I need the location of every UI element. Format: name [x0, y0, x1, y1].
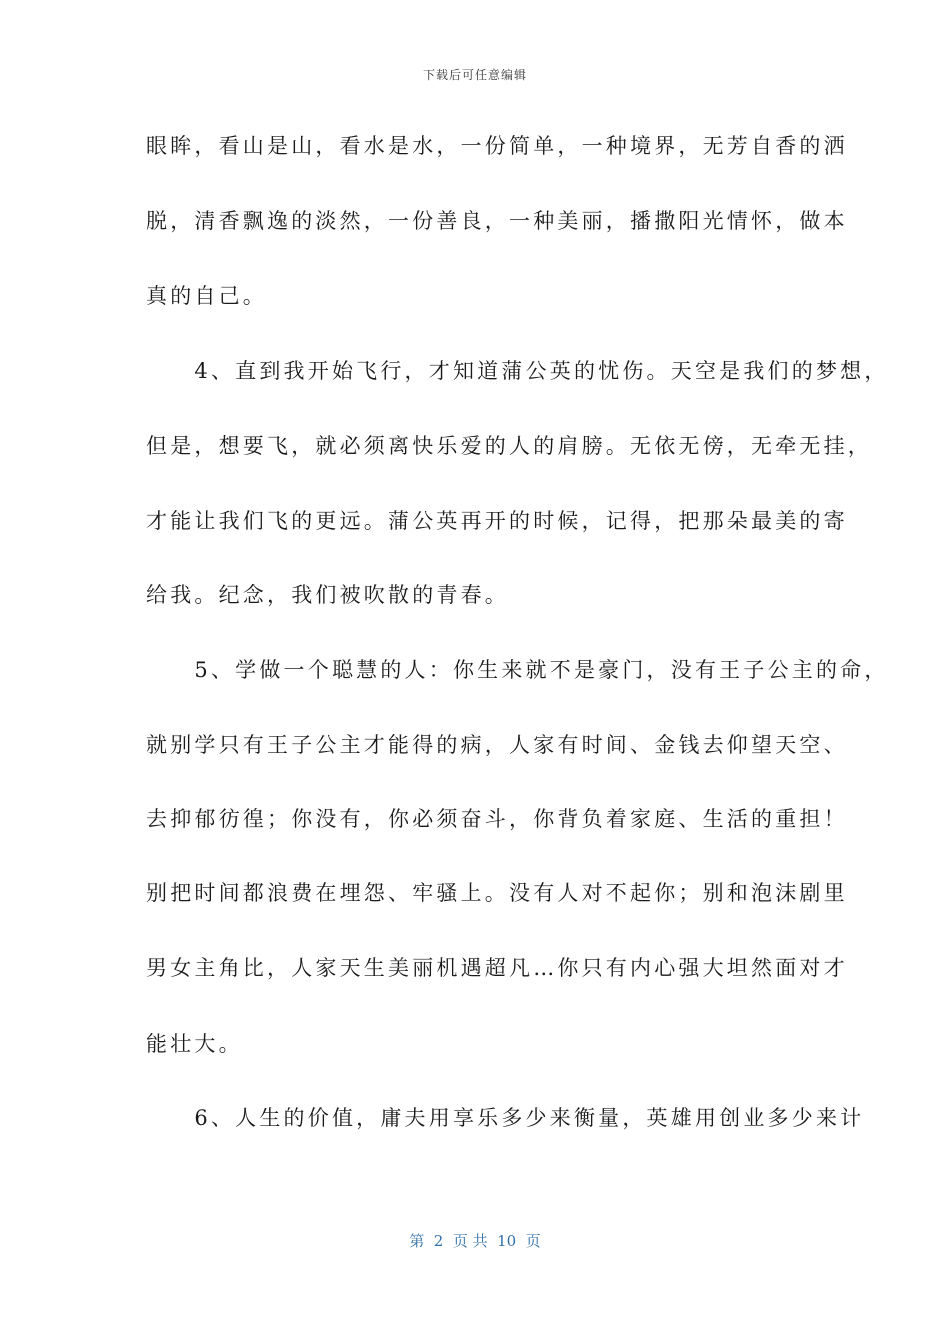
page-header: 下载后可任意编辑: [422, 68, 527, 82]
text-line: 男女主角比，人家天生美丽机遇超凡…你只有内心强大坦然面对才: [146, 956, 848, 980]
text-line: 才能让我们飞的更远。蒲公英再开的时候，记得，把那朵最美的寄: [146, 509, 848, 533]
text-line: 去抑郁彷徨；你没有，你必须奋斗，你背负着家庭、生活的重担！: [146, 807, 848, 831]
text-line: 6、人生的价值，庸夫用享乐多少来衡量，英雄用创业多少来计: [146, 1106, 865, 1130]
text-line: 4、直到我开始飞行，才知道蒲公英的忧伤。天空是我们的梦想，: [146, 359, 889, 383]
text-line: 别把时间都浪费在埋怨、牢骚上。没有人对不起你；别和泡沫剧里: [146, 881, 848, 905]
text-line: 但是，想要飞，就必须离快乐爱的人的肩膀。无依无傍，无牵无挂，: [146, 434, 872, 458]
text-line: 给我。纪念，我们被吹散的青春。: [146, 583, 509, 607]
text-line: 能壮大。: [146, 1032, 243, 1056]
text-line: 就别学只有王子公主才能得的病，人家有时间、金钱去仰望天空、: [146, 733, 848, 757]
text-line: 脱，清香飘逸的淡然，一份善良，一种美丽，播撒阳光情怀，做本: [146, 209, 848, 233]
page-footer: 第 2 页 共 10 页: [409, 1232, 541, 1250]
text-line: 5、学做一个聪慧的人：你生来就不是豪门，没有王子公主的命，: [146, 658, 889, 682]
text-line: 眼眸，看山是山，看水是水，一份简单，一种境界，无芳自香的洒: [146, 134, 848, 158]
text-line: 真的自己。: [146, 284, 267, 308]
